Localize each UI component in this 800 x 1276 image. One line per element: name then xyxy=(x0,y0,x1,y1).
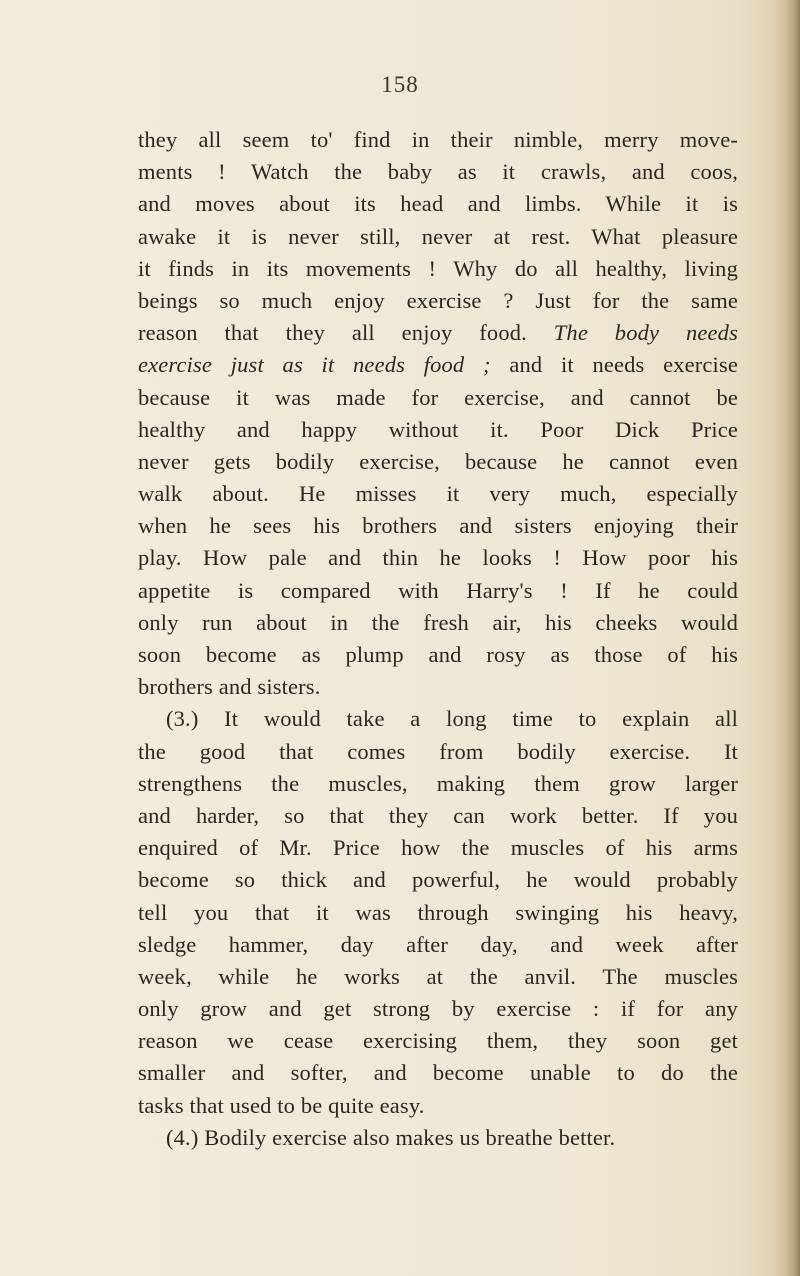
text-line xyxy=(138,575,738,607)
text-segment: play. How pale and thin he looks ! How poor his xyxy=(138,545,738,571)
text-line xyxy=(138,285,738,317)
text-segment: only run about in the fresh air, his cheeks would xyxy=(138,609,738,635)
text-line xyxy=(138,478,738,510)
text-segment: and harder, so that they can work better. If you xyxy=(138,802,738,828)
text-segment: brothers and sisters. xyxy=(138,674,321,700)
text-segment: soon become as plump and rosy as those of his xyxy=(138,642,738,667)
text-segment: enquired of Mr. Price how the muscles of his arms xyxy=(138,835,738,861)
text-segment: appetite is compared with Harry's ! If he could xyxy=(138,577,738,603)
text-line xyxy=(138,542,738,574)
text-segment: only grow and get strong by exercise : if for any xyxy=(138,996,738,1022)
text-line xyxy=(138,961,738,993)
text-line xyxy=(138,156,738,188)
text-line xyxy=(138,1057,738,1089)
text-line xyxy=(138,446,738,478)
text-segment: reason that they all enjoy food. xyxy=(138,320,554,346)
text-segment: sledge hammer, day after day, and week after xyxy=(138,931,738,957)
text-line xyxy=(138,703,738,735)
text-line xyxy=(138,382,738,414)
text-line xyxy=(138,800,738,832)
text-line xyxy=(138,929,738,961)
text-line xyxy=(138,897,738,929)
text-segment: tell you that it was through swinging his heavy, xyxy=(138,899,738,925)
text-line xyxy=(138,1122,738,1154)
text-segment: and moves about its head and limbs. While it is xyxy=(138,191,738,217)
text-line xyxy=(138,317,738,349)
text-segment: it finds in its movements ! Why do all healthy, living xyxy=(138,255,738,281)
text-segment: tasks that used to be quite easy. xyxy=(138,1092,425,1118)
text-segment: strengthens the muscles, making them grow larger xyxy=(138,770,738,796)
text-line xyxy=(138,188,738,220)
text-line xyxy=(138,993,738,1025)
text-segment: because it was made for exercise, and cannot be xyxy=(138,384,738,410)
text-line xyxy=(138,414,738,446)
text-segment: healthy and happy without it. Poor Dick Price xyxy=(138,416,738,442)
text-line xyxy=(138,510,738,542)
text-segment: beings so much enjoy exercise ? Just for the same xyxy=(138,287,738,313)
text-segment: reason we cease exercising them, they soon get xyxy=(138,1028,738,1054)
text-segment: when he sees his brothers and sisters enjoying their xyxy=(138,513,738,539)
text-line xyxy=(138,864,738,896)
text-line xyxy=(138,832,738,864)
text-segment: they all seem to' find in their nimble, merry move- xyxy=(138,127,738,152)
body-text xyxy=(138,124,738,1154)
text-segment: and it needs exercise xyxy=(490,352,739,378)
text-segment: (4.) Bodily exercise also makes us breathe better. xyxy=(166,1124,616,1150)
text-segment: never gets bodily exercise, because he cannot even xyxy=(138,448,738,474)
text-segment: awake it is never still, never at rest. What pleasure xyxy=(138,223,738,249)
text-segment: walk about. He misses it very much, especially xyxy=(138,481,738,507)
text-line xyxy=(138,1025,738,1057)
page-edge-shadow xyxy=(774,0,800,1276)
text-line xyxy=(138,253,738,285)
text-line xyxy=(138,768,738,800)
text-line xyxy=(138,349,738,381)
text-segment: ments ! Watch the baby as it crawls, and coos, xyxy=(138,159,738,185)
text-segment: (3.) It would take a long time to explain all xyxy=(166,706,738,732)
text-line xyxy=(138,671,738,703)
text-line xyxy=(138,736,738,768)
text-line xyxy=(138,639,738,671)
text-segment: the good that comes from bodily exercise. It xyxy=(138,738,738,764)
text-line xyxy=(138,607,738,639)
italic-text-segment: The body needs xyxy=(553,320,738,346)
text-line xyxy=(138,124,738,156)
page-number: 158 xyxy=(381,72,419,97)
text-segment: smaller and softer, and become unable to do the xyxy=(138,1060,738,1086)
text-segment: week, while he works at the anvil. The muscles xyxy=(138,963,738,989)
text-line xyxy=(138,1090,738,1122)
italic-text-segment: exercise just as it needs food ; xyxy=(138,352,491,378)
text-line xyxy=(138,221,738,253)
text-segment: become so thick and powerful, he would probably xyxy=(138,867,738,893)
